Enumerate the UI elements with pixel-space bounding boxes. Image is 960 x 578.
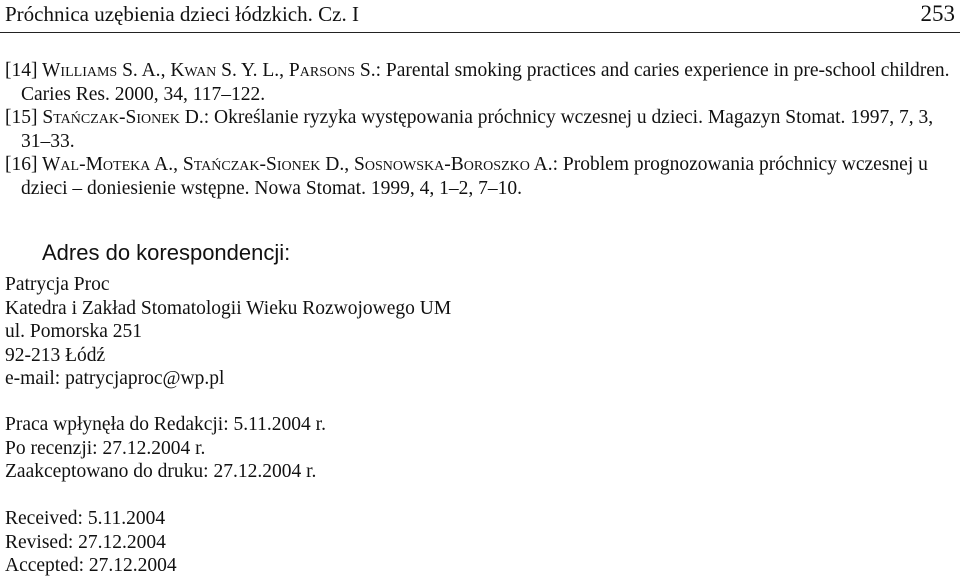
correspondence-heading: Adres do korespondencji: — [42, 240, 291, 265]
reference-body: : Określanie ryzyka występowania próchnicy wczesnej u dzieci. Magazyn Stomat. 1997, 7, 3, 31–33. — [21, 107, 934, 152]
reference-16: [16] Wal-Moteka A., Stańczak-Sionek D., Sosnowska-Boroszko A.: Problem prognozowania próchnicy wczesnej u dzieci – doniesienie wstępne. Nowa Stomat. 1999, 4, 1–2, 7–10. — [5, 154, 928, 199]
date-revised: Revised: 27.12.2004 — [5, 531, 166, 553]
author-name: Parsons S. — [288, 60, 376, 81]
correspondence-street: ul. Pomorska 251 — [5, 321, 143, 342]
running-head — [5, 2, 955, 30]
header-rule — [0, 32, 960, 33]
reference-number: [15] — [5, 107, 43, 128]
reference-14: [14] Williams S. A., Kwan S. Y. L., Parsons S.: Parental smoking practices and caries experience in pre-school children. Caries Res. 2000, 34, 117–122. — [5, 60, 950, 105]
correspondence-address — [5, 273, 451, 391]
correspondence-email: e-mail: patrycjaproc@wp.pl — [5, 368, 225, 389]
correspondence-city: 92-213 Łódź — [5, 344, 106, 366]
date-reviewed-pl: Po recenzji: 27.12.2004 r. — [5, 437, 206, 459]
reference-body: : Parental smoking practices and caries experience in pre-school children. Caries Res. 2000, 34, 117–122. — [21, 60, 950, 105]
reference-number: [14] — [5, 60, 43, 81]
date-accepted: Accepted: 27.12.2004 — [5, 555, 177, 576]
date-accepted-pl: Zaakceptowano do druku: 27.12.2004 r. — [5, 461, 317, 482]
author-name: Wal-Moteka A. — [42, 154, 174, 175]
author-name: Kwan S. Y. L. — [170, 60, 280, 81]
date-submitted-pl: Praca wpłynęła do Redakcji: 5.11.2004 r. — [5, 414, 326, 435]
correspondence-name: Patrycja Proc — [5, 274, 110, 295]
author-name: Stańczak-Sionek D. — [182, 154, 345, 175]
reference-15 — [5, 106, 955, 153]
author-name: Stańczak-Sionek D. — [42, 107, 204, 128]
reference-number: [16] — [5, 154, 43, 175]
reference-body: : Problem prognozowania próchnicy wczesnej u dzieci – doniesienie wstępne. Nowa Stomat. 1999, 4, 1–2, 7–10. — [21, 154, 928, 199]
dates-polish — [5, 413, 326, 484]
journal-title: Próchnica uzębienia dzieci łódzkich. Cz. I — [5, 2, 359, 26]
dates-english — [5, 507, 177, 578]
page-number: 253 — [920, 1, 955, 26]
reference-list — [5, 59, 955, 200]
date-received: Received: 5.11.2004 — [5, 508, 166, 529]
author-name: Sosnowska-Boroszko A. — [354, 154, 553, 175]
correspondence-institution: Katedra i Zakład Stomatologii Wieku Rozwojowego UM — [5, 297, 452, 319]
author-name: Williams S. A. — [42, 60, 161, 81]
